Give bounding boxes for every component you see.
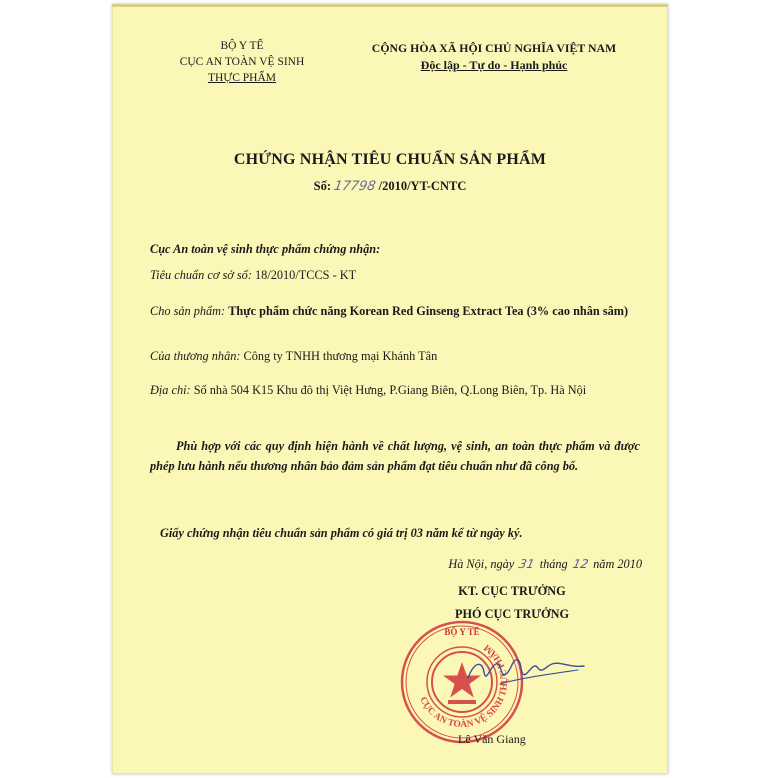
date-day: 31 — [517, 557, 537, 571]
country-name: CỘNG HÒA XÃ HỘI CHỦ NGHĨA VIỆT NAM — [371, 41, 617, 55]
seal-ring-text: CỤC AN TOÀN VỆ SINH THỰC PHẨM — [417, 641, 511, 731]
department-name-line2: THỰC PHẨM — [207, 72, 277, 84]
issue-date — [352, 557, 642, 572]
national-header — [344, 40, 644, 74]
signatory-title-1: KT. CỤC TRƯỞNG — [458, 584, 566, 598]
address-value: Số nhà 504 K15 Khu đô thị Việt Hưng, P.Giang Biên, Q.Long Biên, Tp. Hà Nội — [193, 383, 587, 397]
handwritten-signature — [460, 644, 590, 696]
certifier-statement: Cục An toàn vệ sinh thực phẩm chứng nhận: — [150, 242, 381, 256]
date-place: Hà Nội, ngày — [448, 557, 515, 571]
product-value: Thực phẩm chức năng Korean Red Ginseng Extract Tea (3% cao nhân sâm) — [228, 304, 629, 318]
seal-top-text: BỘ Y TẾ — [444, 627, 480, 637]
merchant-label: Của thương nhân: — [150, 349, 241, 363]
date-month: 12 — [571, 557, 590, 571]
standard-field — [150, 266, 640, 285]
standard-value: 18/2010/TCCS - KT — [255, 268, 357, 282]
date-month-word: tháng — [539, 557, 568, 571]
merchant-field — [150, 347, 640, 366]
national-motto: Độc lập - Tự do - Hạnh phúc — [420, 58, 568, 72]
merchant-value: Công ty TNHH thương mại Khánh Tân — [243, 349, 438, 363]
number-prefix: Số: — [313, 179, 331, 193]
number-suffix: /2010/YT-CNTC — [378, 179, 467, 193]
signer-name: Lê Văn Giang — [458, 732, 526, 746]
address-label: Địa chỉ: — [150, 383, 191, 397]
department-name-line1: CỤC AN TOÀN VỆ SINH — [179, 56, 305, 68]
ministry-name: BỘ Y TẾ — [220, 40, 264, 52]
conformity-statement: Phù hợp với các quy định hiện hành về chất lượng, vệ sinh, an toàn thực phẩm và được phép lưu hành nếu thương nhân bảo đảm sản phẩm đạt tiêu chuẩn như đã công bố. — [150, 439, 640, 473]
certificate-number — [112, 179, 668, 194]
issuing-authority — [142, 38, 342, 86]
standard-label: Tiêu chuẩn cơ sở số: — [150, 268, 252, 282]
document-title: CHỨNG NHẬN TIÊU CHUẨN SẢN PHẨM — [233, 151, 547, 168]
date-year: năm 2010 — [593, 557, 642, 571]
handwritten-number: 17798 — [332, 179, 377, 194]
certificate-paper — [112, 4, 668, 774]
address-field — [150, 381, 640, 400]
product-field — [150, 302, 640, 321]
product-label: Cho sản phẩm: — [150, 304, 226, 318]
signatory-title-2: PHÓ CỤC TRƯỞNG — [454, 607, 570, 621]
validity-statement: Giấy chứng nhận tiêu chuẩn sản phẩm có giá trị 03 năm kể từ ngày ký. — [160, 526, 523, 540]
